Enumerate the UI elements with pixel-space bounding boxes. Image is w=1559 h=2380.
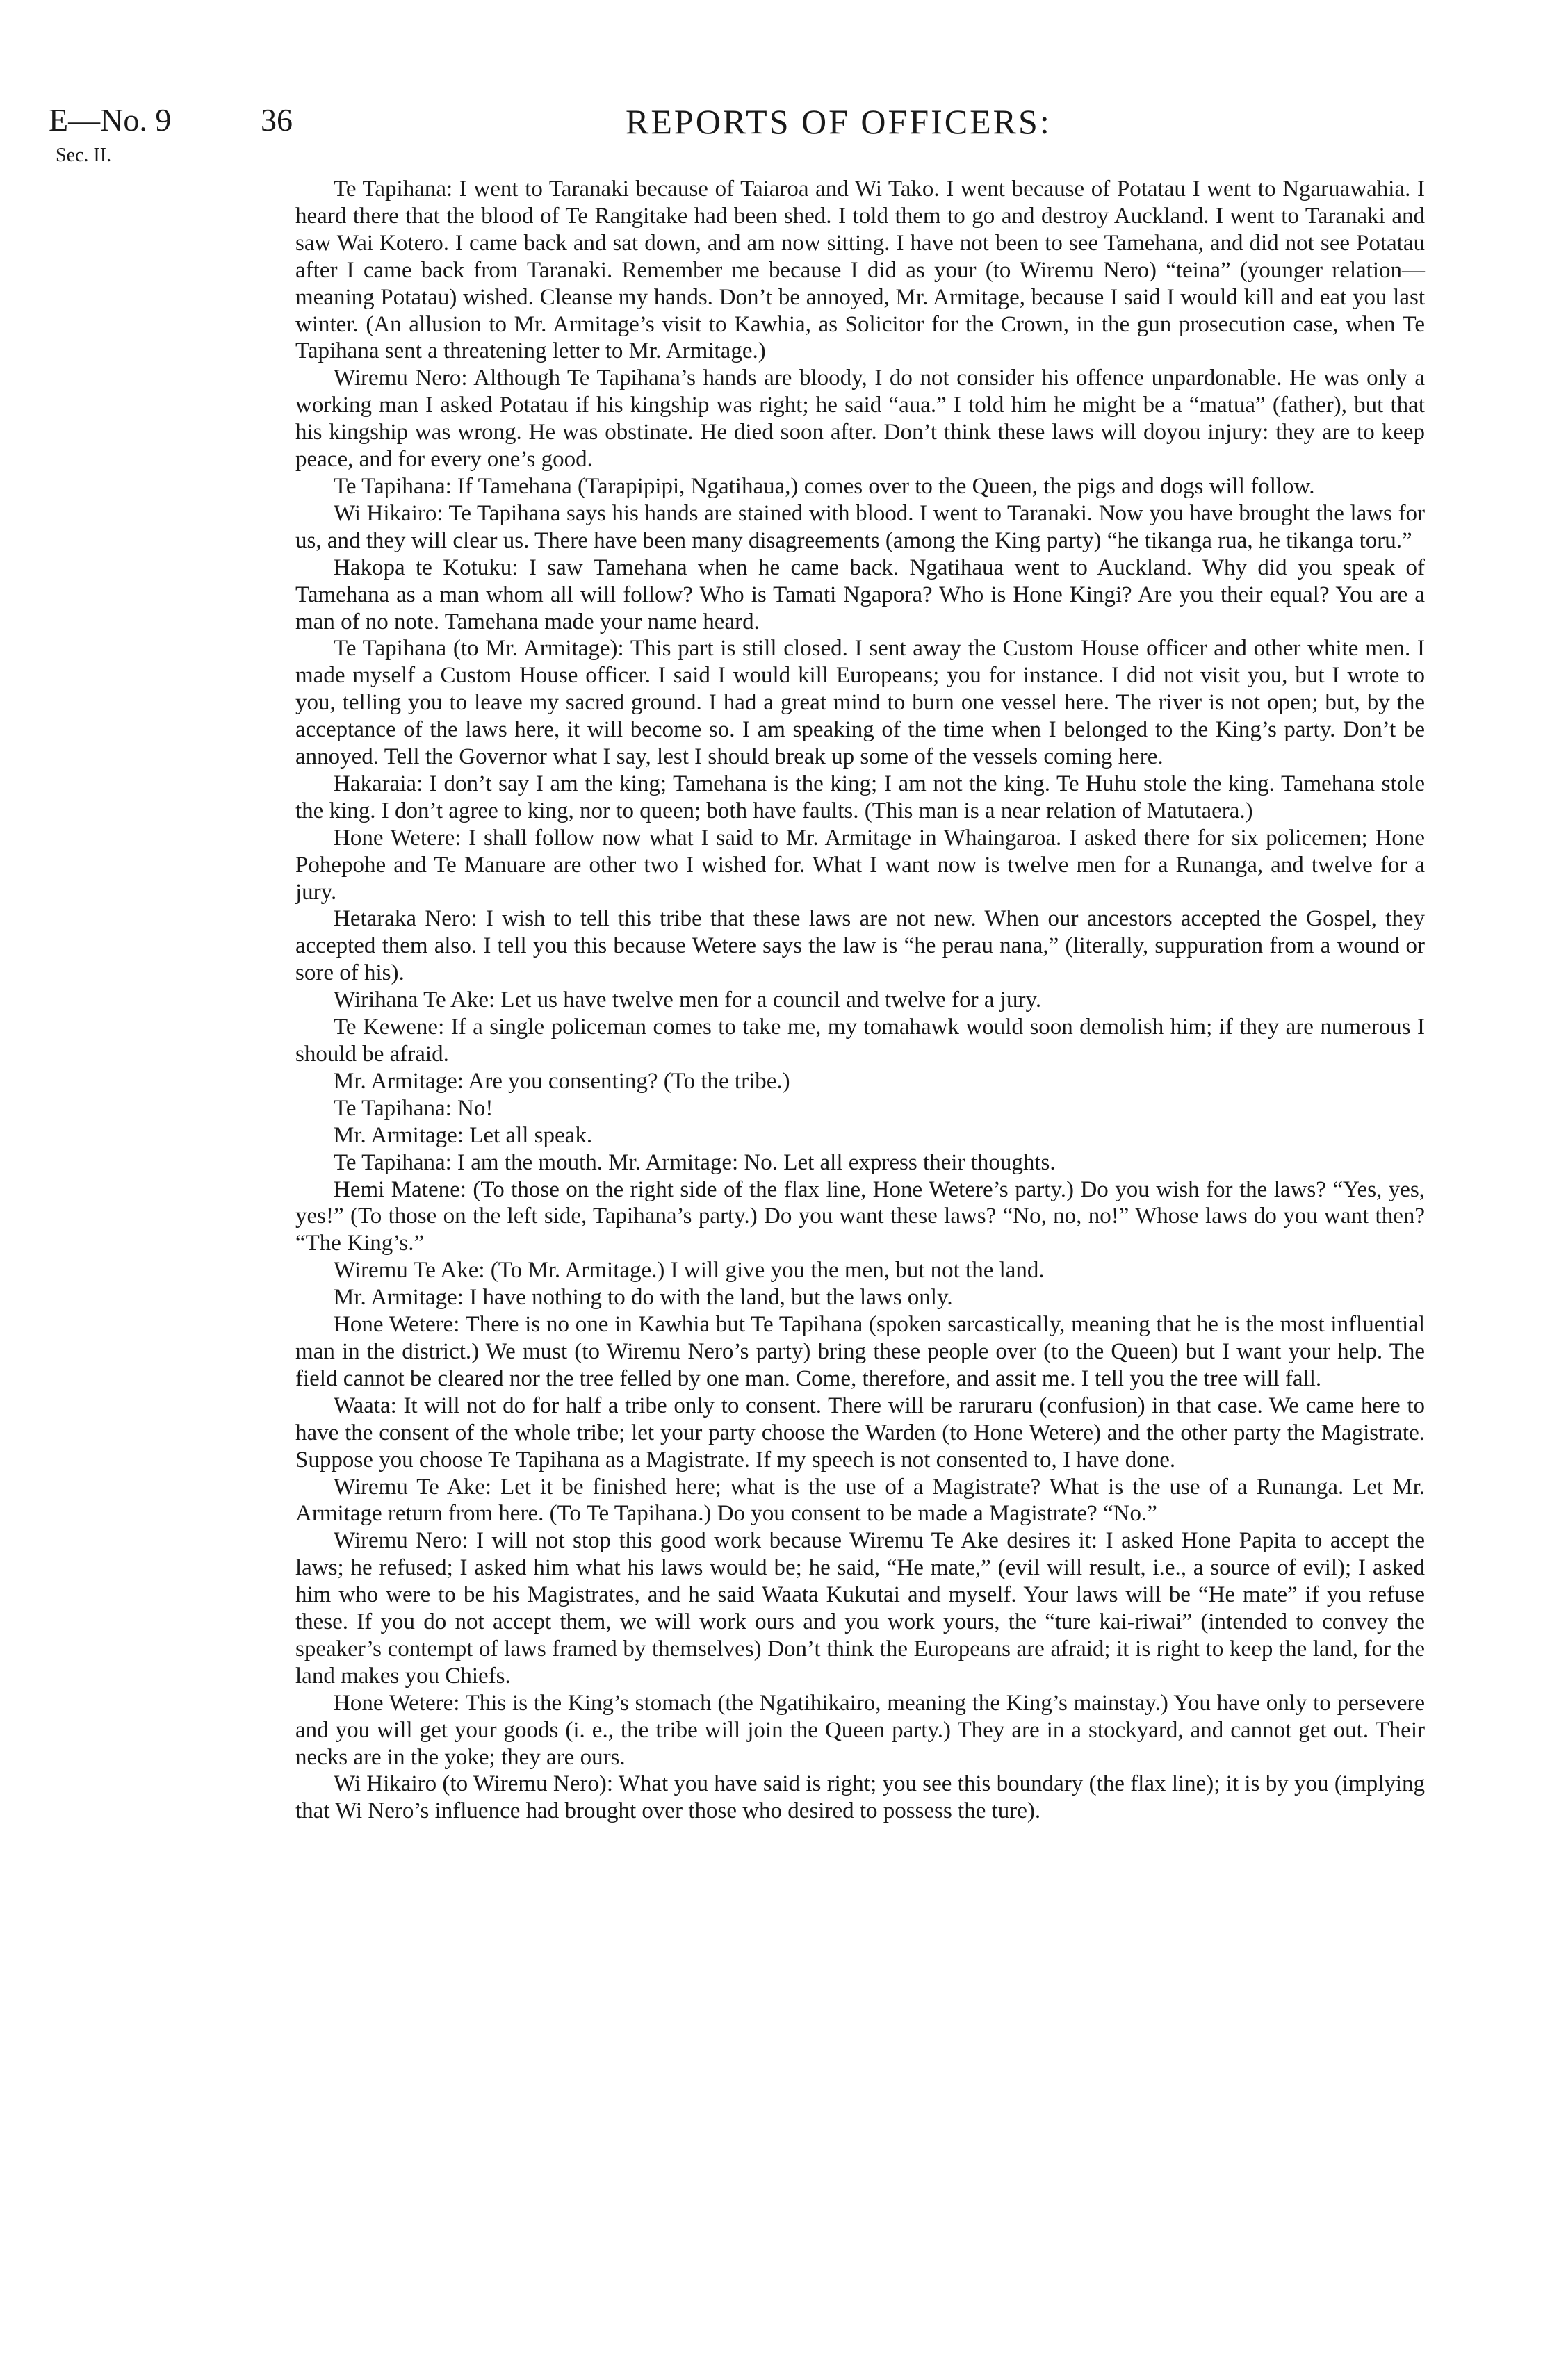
paragraph: Te Tapihana (to Mr. Armitage): This part is still closed. I sent away the Custom House officer and other white men. I made myself a Custom House officer. I said I would kill Europeans; you for instance. I did not visit you, but I wrote to you, telling you to leave my sacred ground. I had a great mind to burn one vessel here. The river is not open; but, by the acceptance of the laws here, it will become so. I am speaking of the time when I belonged to the King’s party. Don’t be annoyed. Tell the Governor what I say, lest I should break up some of the vessels coming here. [295,636,1425,770]
paragraph: Hakaraia: I don’t say I am the king; Tamehana is the king; I am not the king. Te Huhu stole the king. Tamehana stole the king. I don’t agree to king, nor to queen; both have faults. (This man is a near relation of Matutaera.) [295,771,1425,823]
paragraph: Te Kewene: If a single policeman comes to take me, my tomahawk would soon demolish him; if they are numerous I should be afraid. [295,1015,1425,1067]
paragraph: Te Tapihana: I am the mouth. Mr. Armitage: No. Let all express their thoughts. [334,1149,1056,1175]
paragraph: Wiremu Te Ake: Let it be finished here; what is the use of a Magistrate? What is the use of a Runanga. Let Mr. Armitage return from here. (To Te Tapihana.) Do you consent to be made a Magistrate? “No.” [295,1474,1425,1527]
paragraph: Wiremu Nero: I will not stop this good work because Wiremu Te Ake desires it: I asked Hone Papita to accept the laws; he refused; I asked him what his laws would be; he said, “He mate,” (evil will result, i.e., a source of evil); I asked him who were to be his Magistrates, and he said Waata Kukutai and myself. Your laws will be “He mate” if you refuse these. If you do not accept them, we will work ours and you work yours, the “ture kai-riwai” (intended to convey the speaker’s contempt of laws framed by themselves) Don’t think the Europeans are afraid; it is right to keep the land, for the land makes you Chiefs. [295,1528,1425,1689]
paragraph: Mr. Armitage: I have nothing to do with the land, but the laws only. [334,1285,953,1311]
paragraph: Wi Hikairo: Te Tapihana says his hands are stained with blood. I went to Taranaki. Now you have brought the laws for us, and they will clear us. There have been many disagreements (among the King party) “he tikanga rua, he tikanga toru.” [295,500,1425,553]
paragraph: Hone Wetere: There is no one in Kawhia but Te Tapihana (spoken sarcastically, meaning that he is the most influential man in the district.) We must (to Wiremu Nero’s party) bring these people over (to the Queen) but I want your help. The field cannot be cleared nor the tree felled by one man. Come, therefore, and assit me. I tell you the tree will fall. [295,1312,1425,1391]
paragraph: Wi Hikairo (to Wiremu Nero): What you have said is right; you see this boundary (the flax line); it is by you (implying that Wi Nero’s influence had brought over those who desired to possess the ture). [295,1771,1425,1824]
paragraph: Wiremu Te Ake: (To Mr. Armitage.) I will give you the men, but not the land. [334,1258,1045,1283]
paragraph: Hakopa te Kotuku: I saw Tamehana when he came back. Ngatihaua went to Auckland. Why did you speak of Tamehana as a man whom all will follow? Who is Tamati Ngapora? Who is Hone Kingi? Are you their equal? You are a man of no note. Tamehana made your name heard. [295,555,1425,634]
paragraph: Te Tapihana: No! [334,1095,493,1121]
paragraph: Hemi Matene: (To those on the right side of the flax line, Hone Wetere’s party.) Do you wish for the laws? “Yes, yes, yes!” (To those on the left side, Tapihana’s party.) Do you want these laws? “No, no, no!” Whose laws do you want then? “The King’s.” [295,1176,1425,1256]
report-body [295,176,1425,1825]
paragraph: Hetaraka Nero: I wish to tell this tribe that these laws are not new. When our ancestors accepted the Gospel, they accepted them also. I tell you this because Wetere says the law is “he perau nana,” (literally, suppuration from a wound or sore of his). [295,906,1425,986]
paragraph: Hone Wetere: This is the King’s stomach (the Ngatihikairo, meaning the King’s mainstay.) You have only to persevere and you will get your goods (i. e., the tribe will join the Queen party.) They are in a stockyard, and cannot get out. Their necks are in the yoke; they are ours. [295,1690,1425,1770]
paragraph: Mr. Armitage: Are you consenting? (To the tribe.) [334,1068,790,1094]
section-ref: Sec. II. [56,145,112,166]
paragraph: Hone Wetere: I shall follow now what I said to Mr. Armitage in Whaingaroa. I asked there for six policemen; Hone Pohepohe and Te Manuare are other two I wished for. What I want now is twelve men for a Runanga, and twelve for a jury. [295,825,1425,905]
page-number: 36 [261,102,293,138]
paragraph: Wirihana Te Ake: Let us have twelve men for a council and twelve for a jury. [334,987,1042,1013]
paragraph: Te Tapihana: If Tamehana (Tarapipipi, Ngatihaua,) comes over to the Queen, the pigs and dogs will follow. [334,473,1315,499]
running-head: REPORTS OF OFFICERS: [626,102,1052,141]
paragraph: Waata: It will not do for half a tribe only to consent. There will be raruraru (confusion) in that case. We came here to have the consent of the whole tribe; let your party choose the Warden (to Hone Wetere) and the other party the Magistrate. Suppose you choose Te Tapihana as a Magistrate. If my speech is not consented to, I have done. [295,1393,1425,1472]
paragraph: Mr. Armitage: Let all speak. [334,1122,593,1148]
paragraph: Wiremu Nero: Although Te Tapihana’s hands are bloody, I do not consider his offence unpardonable. He was only a working man I asked Potatau if his kingship was right; he said “aua.” I told him he might be a “matua” (father), but that his kingship was wrong. He was obstinate. He died soon after. Don’t think these laws will doyou injury: they are to keep peace, and for every one’s good. [295,366,1425,473]
page-ref: E—No. 9 [49,102,172,138]
paragraph: Te Tapihana: I went to Taranaki because of Taiaroa and Wi Tako. I went because of Potatau I went to Ngaruawahia. I heard there that the blood of Te Rangitake had been shed. I told them to go and destroy Auckland. I went to Taranaki and saw Wai Kotero. I came back and sat down, and am now sitting. I have not been to see Tamehana, and did not see Potatau after I came back from Taranaki. Remember me because I did as your (to Wiremu Nero) “teina” (younger relation—meaning Potatau) wished. Cleanse my hands. Don’t be annoyed, Mr. Armitage, because I said I would kill and eat you last winter. (An allusion to Mr. Armitage’s visit to Kawhia, as Solicitor for the Crown, in the gun prosecution case, when Te Tapihana sent a threatening letter to Mr. Armitage.) [295,177,1425,364]
